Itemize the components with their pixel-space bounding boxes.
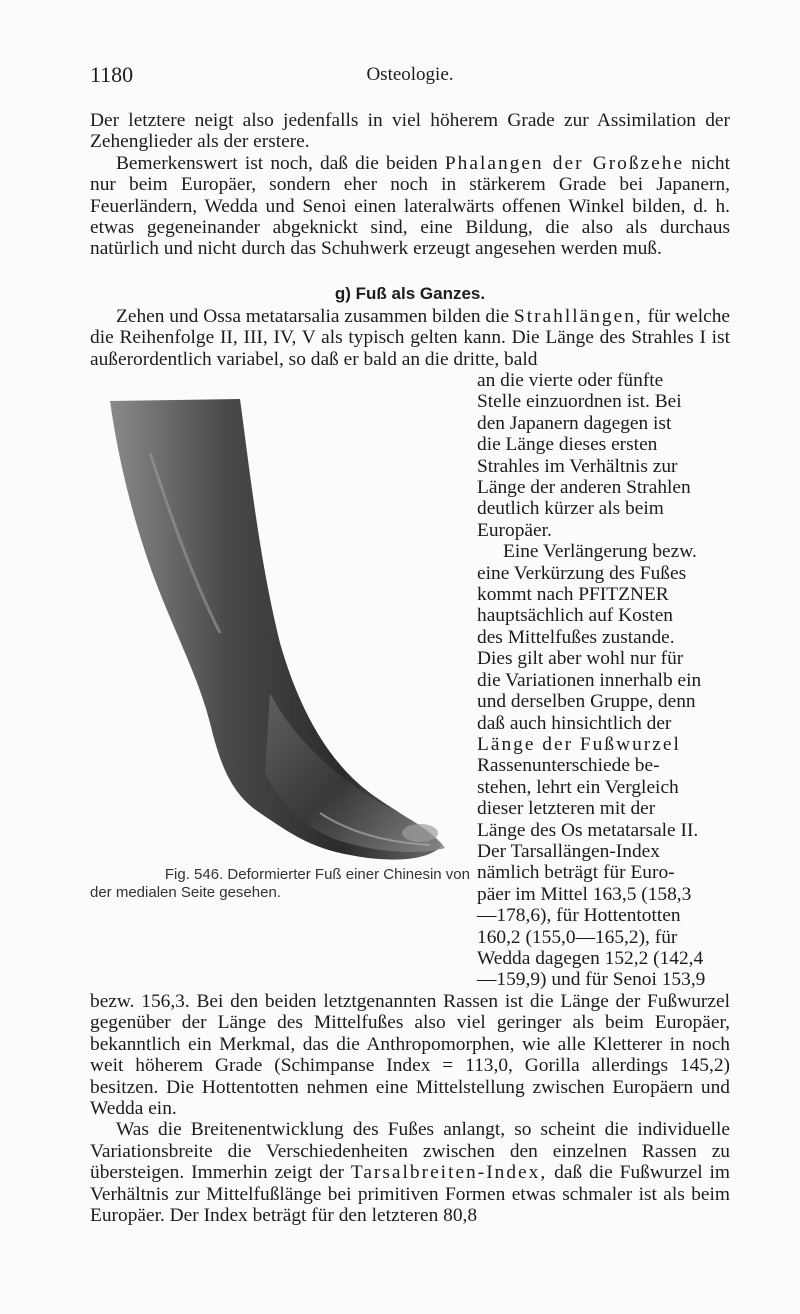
section-heading: g) Fuß als Ganzes. [334,284,486,303]
wrap-line: Länge des Os metatarsale II. [477,819,699,841]
figure-caption [90,866,470,902]
wrap-line: dieser letzteren mit der [477,798,656,820]
paragraph-3: Zehen und Ossa metatarsalia zusammen bilden die Strahllängen, für welche die Reihenfolge II, III, IV, V als typisch gelten kann. Die Länge des Strahles I ist außerordentlich variabel, so daß er bald an die dritte, bald [90,306,730,370]
wrap-line: an die vierte oder fünfte [477,370,664,391]
wrap-line: kommt nach PFITZNER [477,584,669,606]
wrap-line: die Variationen innerhalb ein [477,669,702,691]
wrap-line: daß auch hinsichtlich der [477,712,672,734]
wrap-line: eine Verkürzung des Fußes [477,562,687,584]
running-head: Osteologie. [366,64,454,85]
wrap-line: nämlich beträgt für Euro- [477,862,675,884]
wrap-line: Eine Verlängerung bezw. [503,541,697,563]
wrap-line: Europäer. [477,519,552,541]
body-text-top [90,110,730,260]
paragraph-2: Bemerkenswert ist noch, daß die beiden Phalangen der Großzehe nicht nur beim Europäer, sondern eher noch in stärkerem Grade bei Japanern, Feuerländern, Wedda und Senoi einen lateralwärts offenen Winkel bilden, d. h. etwas gegeneinander abgeknickt sind, eine Bildung, die also als durchaus natürlich und nicht durch das Schuhwerk erzeugt angesehen werden muß. [90,152,731,260]
wrap-line: Wedda dagegen 152,2 (142,4 [477,947,704,969]
paragraph-1: Der letztere neigt also jedenfalls in viel höherem Grade zur Assimilation der Zehenglieder als der erstere. [90,110,730,153]
wrap-line: stehen, lehrt ein Vergleich [477,776,679,798]
wrap-line: die Länge dieses ersten [477,434,658,456]
wrap-line: den Japanern dagegen ist [477,412,672,434]
wrap-line: Stelle einzuordnen ist. Bei [477,391,682,413]
wrapped-text-column [477,370,730,991]
page-number: 1180 [90,62,134,87]
wrap-line: deutlich kürzer als beim [477,498,664,520]
wrap-line: Der Tarsallängen-Index [477,840,660,862]
wrap-line: päer im Mittel 163,5 (158,3 [477,883,692,905]
body-text-section [90,306,730,370]
body-text-bottom [90,991,730,1226]
wrap-line: —178,6), für Hottentotten [477,905,681,927]
paragraph-4: bezw. 156,3. Bei den beiden letztgenannten Rassen ist die Länge der Fußwurzel gegenüber der Länge des Mittelfußes also viel geringer als beim Europäer, bekanntlich ein Merkmal, das die Anthropomorphen, wie alle Kletterer in noch weit höherem Grade (Schimpanse Index = 113,0, Gorilla allerdings 145,2) besitzen. Die Hottentotten nehmen eine Mittelstellung zwischen Europäern und Wedda ein. [90,991,730,1120]
wrap-line: Länge der anderen Strahlen [477,477,691,499]
wrap-line: und derselben Gruppe, denn [477,691,696,713]
wrap-line: des Mittelfußes zustande. [477,626,675,648]
wrap-line: Strahles im Verhältnis zur [477,455,678,477]
wrap-line: 160,2 (155,0—165,2), für [477,926,678,948]
wrap-line: Länge der Fußwurzel [477,733,681,755]
deformed-foot-image [90,393,470,863]
toe-shape [402,824,438,842]
wrap-line: Rassenunterschiede be- [477,755,660,777]
wrap-line: —159,9) und für Senoi 153,9 [477,969,706,991]
wrap-line: hauptsächlich auf Kosten [477,605,673,627]
caption-line-1: Fig. 546. Deformierter Fuß einer Chinesin von [164,866,470,883]
paragraph-5: Was die Breitenentwicklung des Fußes anlangt, so scheint die individuelle Variationsbreite die Verschiedenheiten zwischen den einzelnen Rassen zu übersteigen. Immerhin zeigt der Tarsalbreiten-Index, daß die Fußwurzel im Verhältnis zur Mittelfußlänge bei primitiven Formen etwas schmaler ist als beim Europäer. Der Index beträgt für den letzteren 80,8 [90,1119,730,1227]
figure-foot [90,393,470,863]
page-header [90,62,730,92]
wrap-line: Dies gilt aber wohl nur für [477,648,684,670]
caption-line-2: der medialen Seite gesehen. [90,884,281,901]
